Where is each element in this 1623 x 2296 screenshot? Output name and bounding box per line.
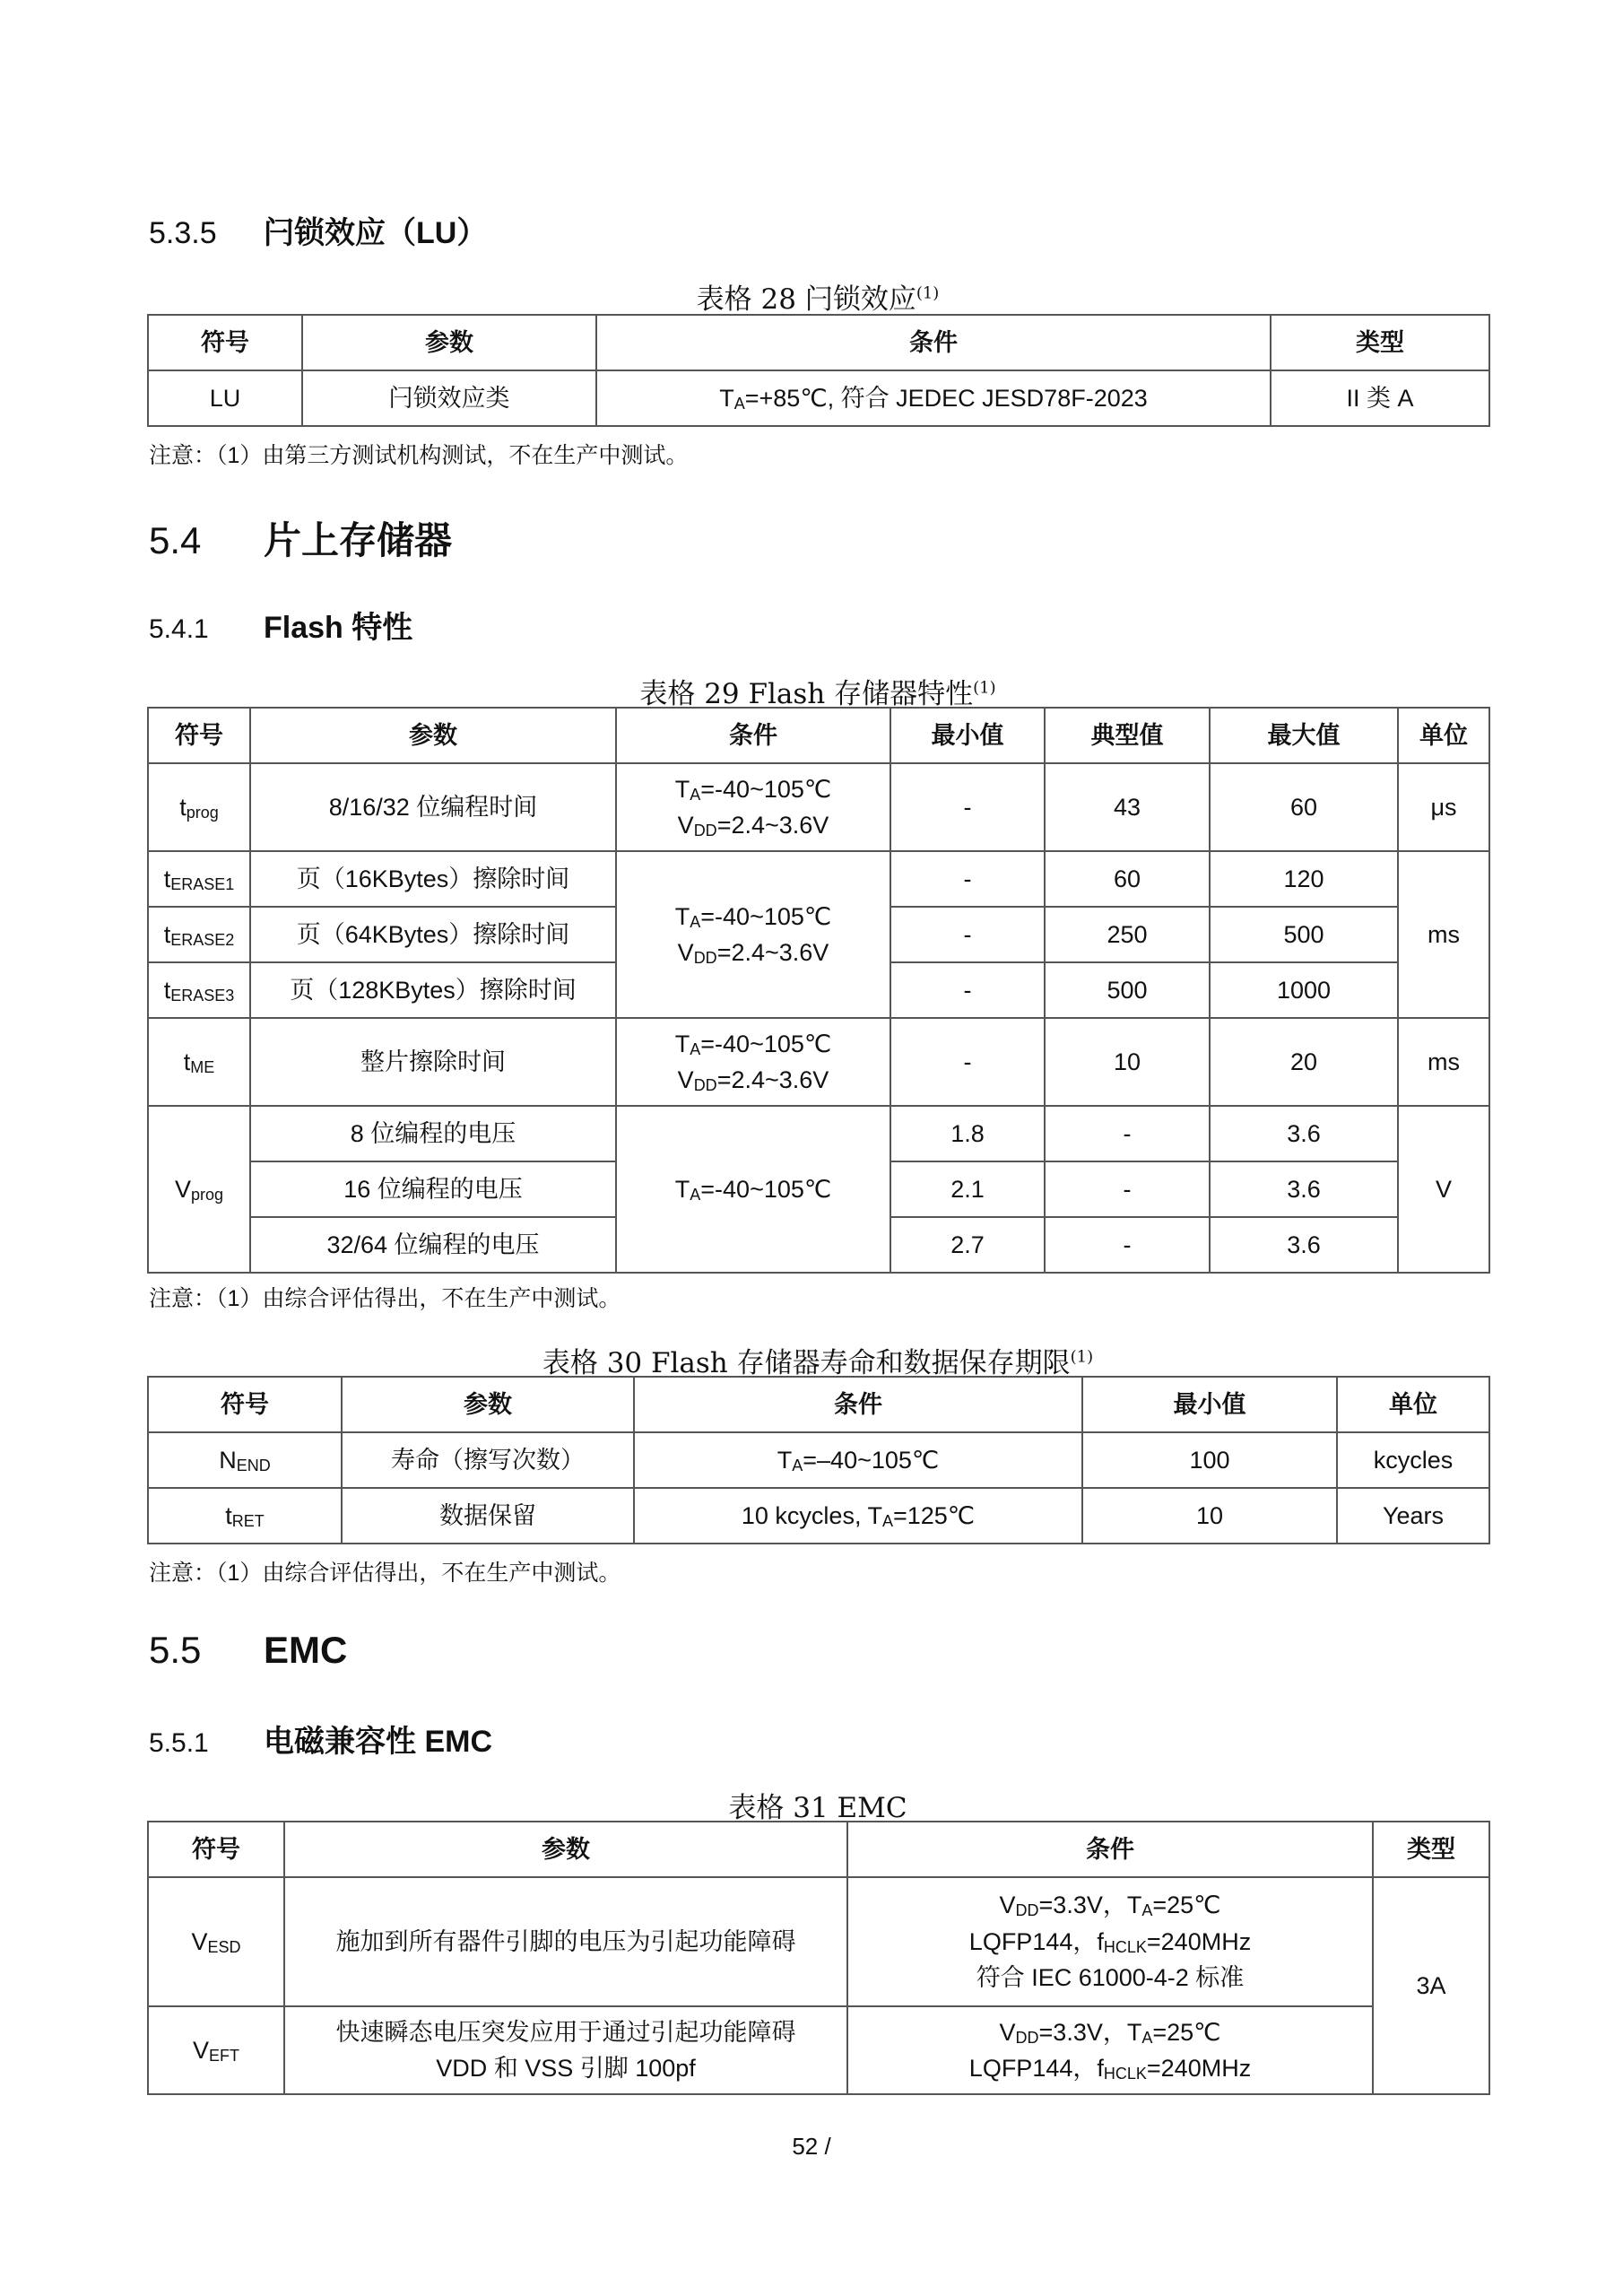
cell-max: 1000	[1210, 962, 1398, 1018]
param-line-2: VDD 和 VSS 引脚 100pf	[436, 2055, 696, 2082]
symbol-main: V	[191, 1927, 208, 1955]
a-subscript: A	[690, 912, 701, 931]
cell-min: -	[890, 1018, 1045, 1106]
symbol-subscript: ERASE2	[170, 930, 235, 949]
cond-text: LQFP144，f	[968, 1927, 1104, 1955]
cond-ta	[622, 771, 884, 808]
cell-symbol	[148, 1488, 342, 1544]
vdd-range: =2.4~3.6V	[716, 812, 829, 839]
section-number: 5.4	[149, 519, 202, 561]
cond-pre: T	[777, 1446, 793, 1474]
cell-max: 3.6	[1210, 1106, 1398, 1161]
v-letter: V	[677, 812, 694, 839]
table-header-row	[148, 708, 1489, 763]
cond-line-1	[854, 2014, 1367, 2051]
header-unit: 单位	[1398, 708, 1489, 763]
section-heading-5-5	[149, 1629, 347, 1672]
cell-symbol	[148, 907, 250, 962]
cell-param: 16 位编程的电压	[250, 1161, 616, 1217]
cell-typ: -	[1045, 1161, 1210, 1217]
v-letter: V	[999, 2018, 1016, 2046]
table-row-vprog-8	[148, 1106, 1489, 1161]
cell-symbol	[148, 962, 250, 1018]
header-min: 最小值	[890, 708, 1045, 763]
page-number: 52 /	[792, 2133, 831, 2160]
cell-symbol	[148, 1432, 342, 1488]
table-row-tme	[148, 1018, 1489, 1106]
cond-text: =–40~105℃	[803, 1446, 940, 1474]
cell-condition	[616, 763, 890, 851]
cell-max: 500	[1210, 907, 1398, 962]
table-31-caption: 表格 31 EMC	[728, 1792, 907, 1824]
symbol-subscript: prog	[190, 1185, 224, 1204]
cell-condition	[596, 370, 1271, 426]
table-28-note: 注意：（1）由第三方测试机构测试，不在生产中测试。	[149, 443, 689, 468]
v-letter: V	[999, 1892, 1016, 1919]
section-heading-5-4	[149, 511, 452, 565]
cond-text: =25℃	[1152, 2018, 1221, 2046]
cell-typ: 10	[1045, 1018, 1210, 1106]
t-letter: T	[674, 902, 690, 930]
cell-symbol	[148, 2006, 284, 2094]
t-letter: T	[674, 1175, 690, 1203]
table-28-latchup	[147, 314, 1490, 427]
cell-min: 1.8	[890, 1106, 1045, 1161]
ta-range: =-40~105℃	[700, 902, 832, 930]
cell-condition	[616, 851, 890, 1018]
cell-param: 施加到所有器件引脚的电压为引起功能障碍	[284, 1877, 847, 2006]
cell-typ: 60	[1045, 851, 1210, 907]
header-param: 参数	[342, 1377, 634, 1432]
header-type: 类型	[1373, 1822, 1489, 1877]
vdd-range: =2.4~3.6V	[716, 1066, 829, 1093]
cell-type: II 类 A	[1271, 370, 1489, 426]
cell-condition	[616, 1106, 890, 1273]
header-type: 类型	[1271, 315, 1489, 370]
cell-min: 2.7	[890, 1217, 1045, 1273]
cell-param: 32/64 位编程的电压	[250, 1217, 616, 1273]
cond-subscript: A	[792, 1456, 803, 1474]
cell-max: 120	[1210, 851, 1398, 907]
ta-range: =-40~105℃	[700, 1175, 832, 1203]
cell-condition	[847, 1877, 1373, 2006]
cell-param: 数据保留	[342, 1488, 634, 1544]
cell-symbol	[148, 1877, 284, 2006]
cell-param: 页（64KBytes）擦除时间	[250, 907, 616, 962]
section-heading-5-4-1	[149, 603, 412, 647]
a-subscript: A	[1141, 1901, 1153, 1920]
symbol-main: N	[219, 1446, 237, 1474]
section-number: 5.5.1	[149, 1728, 209, 1758]
table-row-tprog	[148, 763, 1489, 851]
cond-symbol: T	[719, 384, 734, 412]
cell-max: 3.6	[1210, 1161, 1398, 1217]
section-number: 5.3.5	[149, 216, 217, 250]
cell-param: 8/16/32 位编程时间	[250, 763, 616, 851]
t-letter: T	[674, 1030, 690, 1057]
header-unit: 单位	[1337, 1377, 1489, 1432]
header-condition: 条件	[847, 1822, 1373, 1877]
table-29-flash-characteristics	[147, 707, 1490, 1274]
cell-unit: ms	[1398, 1018, 1489, 1106]
table-29-note: 注意：（1）由综合评估得出，不在生产中测试。	[149, 1286, 621, 1311]
cell-symbol	[148, 1018, 250, 1106]
section-title: 片上存储器	[264, 519, 453, 561]
symbol-subscript: ESD	[207, 1937, 241, 1956]
cell-condition	[847, 2006, 1373, 2094]
footnote-ref: (1)	[1070, 1347, 1094, 1367]
cond-text: =3.3V，T	[1038, 1892, 1142, 1919]
hclk-subscript: HCLK	[1103, 2065, 1147, 2083]
symbol-main: t	[183, 1048, 191, 1075]
header-param: 参数	[302, 315, 596, 370]
a-subscript: A	[690, 785, 701, 804]
hclk-subscript: HCLK	[1103, 1937, 1147, 1956]
t-letter: T	[674, 775, 690, 803]
cond-pre: 10 kcycles, T	[741, 1501, 882, 1529]
cell-min: 100	[1082, 1432, 1337, 1488]
dd-subscript: DD	[693, 1076, 717, 1094]
a-subscript: A	[690, 1185, 701, 1204]
param-line-1: 快速瞬态电压突发应用于通过引起功能障碍	[335, 2018, 796, 2046]
cell-max: 20	[1210, 1018, 1398, 1106]
v-letter: V	[677, 939, 694, 966]
symbol-subscript: RET	[231, 1511, 265, 1530]
cell-max: 3.6	[1210, 1217, 1398, 1273]
table-header-row	[148, 1822, 1489, 1877]
section-title: 电磁兼容性 EMC	[264, 1725, 492, 1759]
symbol-main: t	[163, 865, 171, 892]
cond-vdd	[622, 935, 884, 971]
footnote-ref: (1)	[973, 678, 996, 698]
cell-param: 整片擦除时间	[250, 1018, 616, 1106]
cell-condition	[634, 1488, 1082, 1544]
table-30-flash-endurance	[147, 1376, 1490, 1544]
dd-subscript: DD	[1015, 1901, 1039, 1920]
table-row-terase1	[148, 851, 1489, 907]
symbol-subscript: ME	[190, 1057, 215, 1076]
cond-subscript: A	[733, 394, 745, 413]
section-number: 5.4.1	[149, 614, 209, 644]
cond-text: LQFP144，f	[968, 2055, 1104, 2082]
caption-text: 表格 30 Flash 存储器寿命和数据保存期限	[542, 1347, 1071, 1379]
cell-type: 3A	[1373, 1877, 1489, 2094]
footnote-ref: (1)	[916, 283, 940, 303]
cell-param: 页（16KBytes）擦除时间	[250, 851, 616, 907]
cond-line-1	[854, 1887, 1367, 1924]
cell-symbol	[148, 763, 250, 851]
cond-ta	[622, 899, 884, 935]
cell-param: 页（128KBytes）擦除时间	[250, 962, 616, 1018]
table-row-nend	[148, 1432, 1489, 1488]
symbol-main: t	[163, 976, 171, 1004]
cond-text: =240MHz	[1146, 1927, 1252, 1955]
header-symbol: 符号	[148, 315, 302, 370]
table-29-caption	[147, 671, 1488, 711]
dd-subscript: DD	[693, 949, 717, 967]
table-row-vesd	[148, 1877, 1489, 2006]
v-letter: V	[677, 1066, 694, 1093]
cond-subscript: A	[881, 1511, 893, 1530]
cond-line-3: 符合 IEC 61000-4-2 标准	[976, 1964, 1245, 1992]
cell-param	[284, 2006, 847, 2094]
cell-param: 寿命（擦写次数）	[342, 1432, 634, 1488]
table-header-row	[148, 315, 1489, 370]
cell-param: 8 位编程的电压	[250, 1106, 616, 1161]
cell-min: -	[890, 907, 1045, 962]
dd-subscript: DD	[1015, 2028, 1039, 2047]
cond-vdd	[622, 1062, 884, 1099]
symbol-main: V	[174, 1175, 191, 1203]
cell-typ: 500	[1045, 962, 1210, 1018]
table-30-caption	[147, 1340, 1488, 1380]
ta-range: =-40~105℃	[700, 775, 832, 803]
header-symbol: 符号	[148, 1377, 342, 1432]
symbol-subscript: ERASE3	[170, 986, 235, 1004]
cell-param: 闩锁效应类	[302, 370, 596, 426]
a-subscript: A	[1141, 2028, 1153, 2047]
cell-max: 60	[1210, 763, 1398, 851]
table-header-row	[148, 1377, 1489, 1432]
symbol-main: V	[192, 2036, 209, 2064]
symbol-subscript: ERASE1	[170, 874, 235, 893]
section-number: 5.5	[149, 1629, 202, 1671]
header-condition: 条件	[634, 1377, 1082, 1432]
cell-typ: 250	[1045, 907, 1210, 962]
header-param: 参数	[250, 708, 616, 763]
header-typ: 典型值	[1045, 708, 1210, 763]
cond-vdd	[622, 807, 884, 844]
cell-condition	[616, 1018, 890, 1106]
symbol-main: t	[179, 793, 187, 821]
dd-subscript: DD	[693, 822, 717, 839]
cell-min: -	[890, 851, 1045, 907]
cell-min: 10	[1082, 1488, 1337, 1544]
caption-text: 表格 29 Flash 存储器特性	[639, 678, 974, 710]
cond-line-2	[854, 2050, 1367, 2087]
cell-min: -	[890, 962, 1045, 1018]
table-31-emc	[147, 1821, 1490, 2095]
ta-range: =-40~105℃	[700, 1030, 832, 1057]
caption-text: 表格 28 闩锁效应	[696, 283, 916, 316]
header-max: 最大值	[1210, 708, 1398, 763]
symbol-subscript: EFT	[209, 2046, 239, 2065]
cond-line-2	[854, 1924, 1367, 1961]
cell-symbol	[148, 1106, 250, 1273]
cell-min: 2.1	[890, 1161, 1045, 1217]
symbol-main: t	[163, 920, 171, 948]
symbol-subscript: prog	[186, 803, 219, 822]
symbol-main: t	[225, 1501, 232, 1529]
section-heading-5-3-5	[149, 208, 487, 252]
cond-text: =+85℃, 符合 JEDEC JESD78F-2023	[744, 384, 1148, 412]
cell-unit: ms	[1398, 851, 1489, 1018]
section-title: EMC	[264, 1629, 348, 1671]
cell-unit: Years	[1337, 1488, 1489, 1544]
cell-min: -	[890, 763, 1045, 851]
cell-unit: kcycles	[1337, 1432, 1489, 1488]
cell-typ: -	[1045, 1106, 1210, 1161]
header-param: 参数	[284, 1822, 847, 1877]
table-30-note: 注意：（1）由综合评估得出，不在生产中测试。	[149, 1561, 621, 1586]
cond-text: =25℃	[1152, 1892, 1221, 1919]
cell-typ: 43	[1045, 763, 1210, 851]
cell-unit: μs	[1398, 763, 1489, 851]
header-min: 最小值	[1082, 1377, 1337, 1432]
a-subscript: A	[690, 1039, 701, 1058]
cell-condition	[634, 1432, 1082, 1488]
cell-typ: -	[1045, 1217, 1210, 1273]
table-row-tret	[148, 1488, 1489, 1544]
section-heading-5-5-1	[149, 1717, 492, 1761]
cond-text: =3.3V，T	[1038, 2018, 1142, 2046]
section-title: Flash 特性	[264, 611, 413, 645]
symbol-subscript: END	[236, 1456, 271, 1474]
header-symbol: 符号	[148, 1822, 284, 1877]
table-28-caption	[147, 276, 1488, 317]
header-condition: 条件	[596, 315, 1271, 370]
header-symbol: 符号	[148, 708, 250, 763]
cond-ta	[622, 1026, 884, 1063]
vdd-range: =2.4~3.6V	[716, 939, 829, 966]
header-condition: 条件	[616, 708, 890, 763]
table-row	[148, 370, 1489, 426]
table-row-veft	[148, 2006, 1489, 2094]
cell-symbol	[148, 851, 250, 907]
section-title: 闩锁效应（LU）	[264, 216, 488, 250]
cell-unit: V	[1398, 1106, 1489, 1273]
cell-symbol: LU	[148, 370, 302, 426]
cond-text: =125℃	[892, 1501, 976, 1529]
cond-text: =240MHz	[1146, 2055, 1252, 2082]
